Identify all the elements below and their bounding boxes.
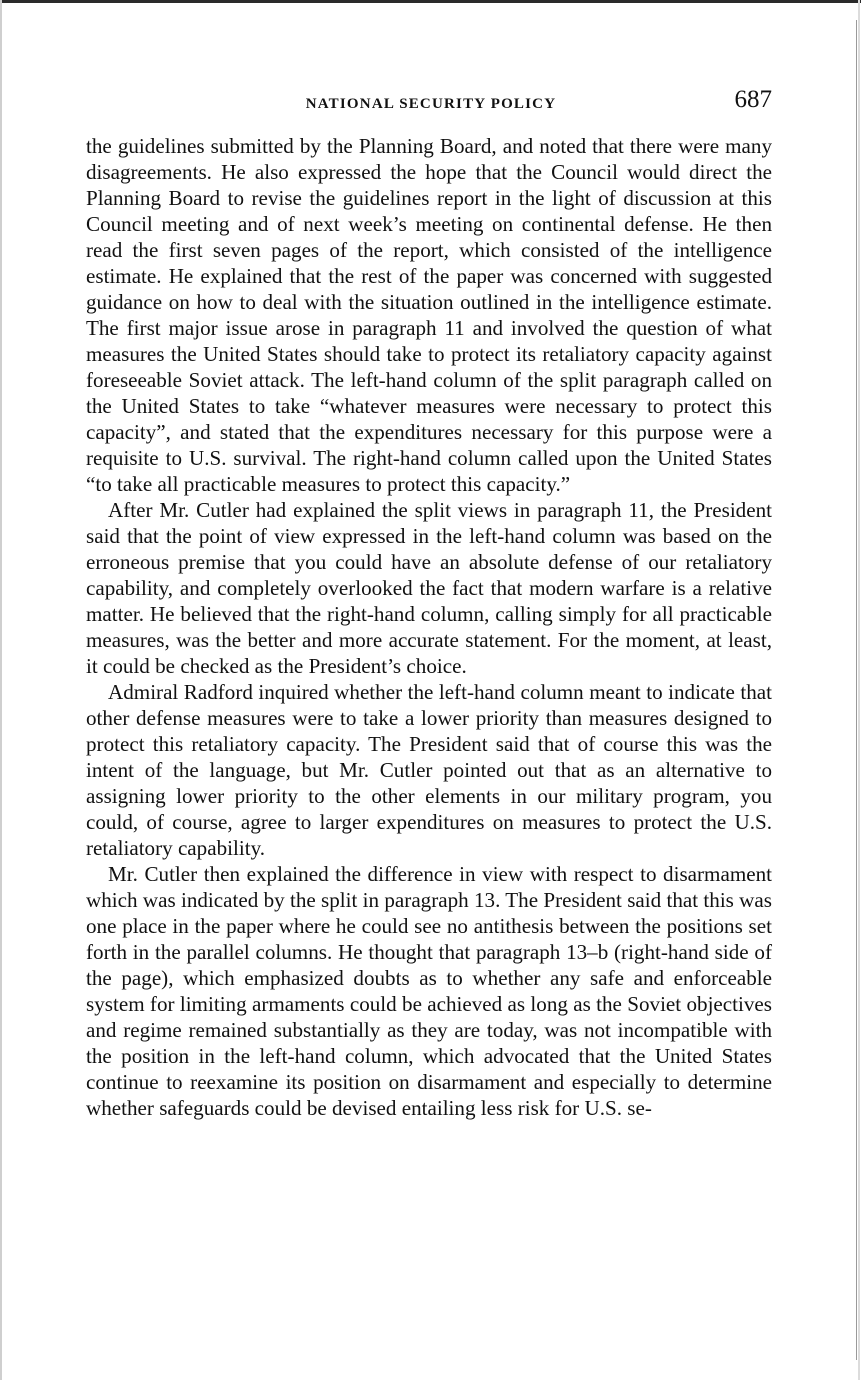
paragraph-continuation: the guidelines submitted by the Planning Board, and noted that there were many disagreements. He also expressed the hope that the Council would direct the Planning Board to revise the guidelines report in the light of discussion at this Council meeting and of next week’s meeting on continental defense. He then read the first seven pages of the report, which consisted of the intelligence estimate. He explained that the rest of the paper was concerned with suggested guidance on how to deal with the situation outlined in the intelligence estimate. The first major issue arose in paragraph 11 and involved the question of what measures the United States should take to protect its retaliatory capacity against foreseeable Soviet attack. The left-hand column of the split paragraph called on the United States to take “whatever measures were necessary to protect this capacity”, and stated that the expenditures necessary for this purpose were a requisite to U.S. survival. The right-hand column called upon the United States “to take all practicable measures to protect this capacity.” — [86, 134, 772, 496]
right-page-edge — [856, 20, 857, 1360]
page-header — [86, 84, 776, 124]
body-text — [86, 133, 772, 1121]
paragraph: Admiral Radford inquired whether the left-hand column meant to indicate that other defense measures were to take a lower priority than measures designed to protect this retaliatory capacity. The President said that of course this was the intent of the language, but Mr. Cutler pointed out that as an alternative to assigning lower priority to the other elements in our military program, you could, of course, agree to larger expenditures on measures to protect the U.S. retaliatory capability. — [86, 680, 772, 860]
right-page-shadow — [858, 0, 860, 1380]
top-border-rule — [0, 0, 861, 3]
paragraph: Mr. Cutler then explained the difference in view with respect to disarmament which was indicated by the split in paragraph 13. The President said that this was one place in the paper where he could see no antithesis between the positions set forth in the parallel columns. He thought that paragraph 13–b (right-hand side of the page), which emphasized doubts as to whether any safe and enforceable system for limiting armaments could be achieved as long as the Soviet objectives and regime remained substantially as they are today, was not incompatible with the position in the left-hand column, which advocated that the United States continue to reexamine its position on disarmament and especially to determine whether safeguards could be devised entailing less risk for U.S. se- — [86, 862, 772, 1120]
page-number: 687 — [734, 86, 772, 113]
paragraph: After Mr. Cutler had explained the split views in paragraph 11, the President said that the point of view expressed in the left-hand column was based on the erroneous premise that you could have an absolute defense of our retaliatory capability, and completely overlooked the fact that modern warfare is a relative matter. He believed that the right-hand column, calling simply for all practicable measures, was the better and more accurate statement. For the moment, at least, it could be checked as the President’s choice. — [86, 498, 772, 678]
running-title: NATIONAL SECURITY POLICY — [305, 96, 557, 112]
left-page-edge — [0, 0, 2, 1380]
